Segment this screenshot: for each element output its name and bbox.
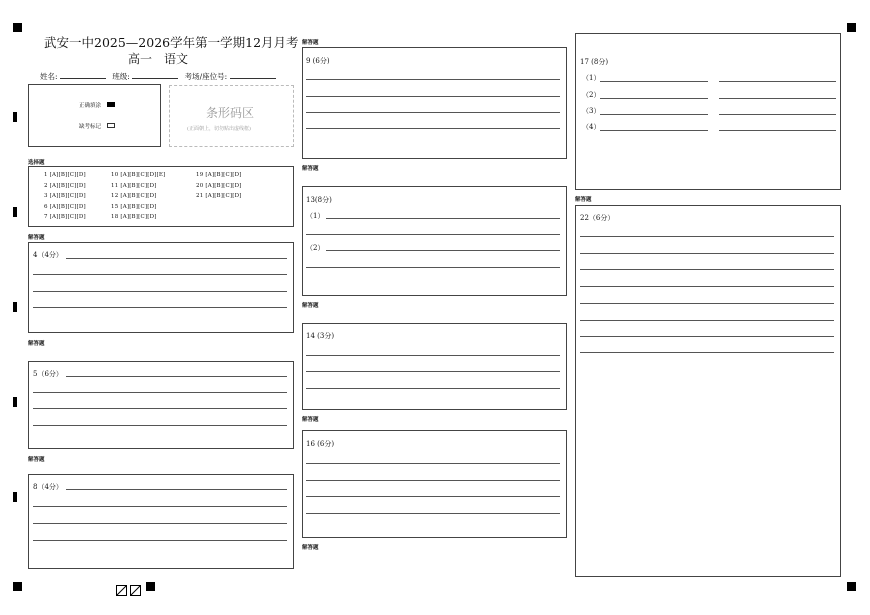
choice-item[interactable]: 12 [A][B][C][D] <box>111 193 157 199</box>
choice-item[interactable]: 20 [A][B][C][D] <box>196 182 242 189</box>
answer-line <box>66 258 287 259</box>
answer-line <box>580 352 834 353</box>
answer-line <box>580 336 834 337</box>
answer-line <box>33 274 287 275</box>
choice-item[interactable]: 1 [A][B][C][D] <box>44 172 86 178</box>
q9-title: 9 (6分) <box>306 57 330 65</box>
q4-title: 4（4分） <box>33 251 63 259</box>
choice-section-label: 选择题 <box>28 160 45 166</box>
answer-line <box>600 114 708 115</box>
seat-field[interactable] <box>230 69 276 79</box>
answer-section-label: 解答题 <box>302 417 319 423</box>
answer-section-label: 解答题 <box>302 545 319 551</box>
seat-label: 考场/座位号: <box>184 72 228 81</box>
page-indicator <box>116 581 142 600</box>
answer-section-label: 解答题 <box>302 40 319 46</box>
answer-line <box>306 480 560 481</box>
class-label: 班级: <box>112 72 130 81</box>
q16-answer-box[interactable] <box>302 430 567 538</box>
side-mark <box>13 112 17 122</box>
q5-answer-box[interactable] <box>28 361 294 449</box>
corner-mark-bottom-center <box>146 582 155 591</box>
choice-item[interactable]: 18 [A][B][C][D] <box>111 214 157 220</box>
correct-fill-example-icon <box>107 102 115 107</box>
absent-mark-label: 缺考标记 <box>79 124 102 130</box>
q9-answer-box[interactable] <box>302 47 567 159</box>
answer-line <box>66 489 287 490</box>
answer-line <box>326 218 560 219</box>
answer-line <box>306 496 560 497</box>
answer-section-label: 解答题 <box>28 341 45 347</box>
q8-title: 8（4分） <box>33 483 63 491</box>
q17-part3-label: （3） <box>582 107 601 115</box>
choice-item[interactable]: 19 [A][B][C][D] <box>196 172 242 178</box>
class-field[interactable] <box>132 69 178 79</box>
q13-part2-label: （2） <box>306 244 325 252</box>
q13-part1-label: （1） <box>306 212 325 220</box>
q14-title: 14 (3分) <box>306 332 335 340</box>
answer-line <box>306 371 560 372</box>
choice-item[interactable]: 7 [A][B][C][D] <box>44 214 86 220</box>
answer-line <box>306 355 560 356</box>
side-mark <box>13 397 17 407</box>
choice-item[interactable]: 10 [A][B][C][D][E] <box>111 172 166 178</box>
choice-item[interactable]: 11 [A][B][C][D] <box>111 182 157 189</box>
choice-item[interactable]: 2 [A][B][C][D] <box>44 182 86 189</box>
q17-title: 17 (8分) <box>580 58 609 66</box>
answer-line <box>580 286 834 287</box>
name-field[interactable] <box>60 69 106 79</box>
barcode-note: (正面朝上，切勿贴出虚线框) <box>187 126 251 132</box>
q17-answer-box[interactable] <box>575 33 841 190</box>
fill-instructions-box <box>28 84 161 147</box>
student-info-row <box>40 69 276 82</box>
answer-line <box>306 267 560 268</box>
answer-section-label: 解答题 <box>302 303 319 309</box>
absent-mark-checkbox[interactable] <box>107 123 115 128</box>
corner-mark-top-right <box>847 23 856 32</box>
choice-item[interactable]: 6 [A][B][C][D] <box>44 203 86 210</box>
q22-title: 22（6分） <box>580 214 615 222</box>
answer-section-label: 解答题 <box>28 457 45 463</box>
answer-line <box>580 253 834 254</box>
answer-section-label: 解答题 <box>575 197 592 203</box>
answer-line <box>719 114 836 115</box>
answer-line <box>306 463 560 464</box>
answer-line <box>306 79 560 80</box>
answer-line <box>33 540 287 541</box>
answer-line <box>600 98 708 99</box>
q13-answer-box[interactable] <box>302 186 567 296</box>
answer-line <box>33 307 287 308</box>
answer-line <box>580 320 834 321</box>
answer-line <box>580 269 834 270</box>
answer-line <box>33 291 287 292</box>
answer-line <box>719 98 836 99</box>
answer-line <box>306 234 560 235</box>
answer-section-label: 解答题 <box>302 166 319 172</box>
barcode-title: 条形码区 <box>206 106 255 120</box>
answer-line <box>33 506 287 507</box>
answer-line <box>580 236 834 237</box>
answer-line <box>306 112 560 113</box>
choice-item[interactable]: 21 [A][B][C][D] <box>196 193 242 199</box>
answer-line <box>719 130 836 131</box>
q13-title: 13(8分) <box>306 196 332 204</box>
corner-mark-bottom-right <box>847 582 856 591</box>
answer-line <box>306 388 560 389</box>
name-label: 姓名: <box>40 72 58 81</box>
q17-part2-label: （2） <box>582 91 601 99</box>
side-mark <box>13 207 17 217</box>
side-mark <box>13 492 17 502</box>
q17-part4-label: （4） <box>582 123 601 131</box>
q22-answer-box[interactable] <box>575 205 841 577</box>
exam-title: 武安一中2025—2026学年第一学期12月月考 <box>44 35 299 50</box>
answer-line <box>33 408 287 409</box>
q17-part1-label: （1） <box>582 74 601 82</box>
answer-line <box>306 128 560 129</box>
corner-mark-top-left <box>13 23 22 32</box>
answer-line <box>719 81 836 82</box>
answer-line <box>306 513 560 514</box>
answer-line <box>66 376 287 377</box>
answer-line <box>33 392 287 393</box>
answer-line <box>306 96 560 97</box>
side-mark <box>13 302 17 312</box>
answer-line <box>33 523 287 524</box>
answer-line <box>580 303 834 304</box>
q16-title: 16 (6分) <box>306 440 335 448</box>
answer-line <box>600 81 708 82</box>
corner-mark-bottom-left <box>13 582 22 591</box>
q4-answer-box[interactable] <box>28 242 294 333</box>
answer-line <box>326 250 560 251</box>
q14-answer-box[interactable] <box>302 323 567 410</box>
correct-fill-label: 正确填涂 <box>79 103 102 109</box>
choice-item[interactable]: 15 [A][B][C][D] <box>111 203 157 210</box>
q5-title: 5（6分） <box>33 370 63 378</box>
answer-line <box>600 130 708 131</box>
answer-line <box>33 425 287 426</box>
answer-section-label: 解答题 <box>28 235 45 241</box>
exam-subtitle: 高一 语文 <box>128 52 189 66</box>
page-check-icon <box>116 585 142 596</box>
choice-item[interactable]: 3 [A][B][C][D] <box>44 193 86 199</box>
